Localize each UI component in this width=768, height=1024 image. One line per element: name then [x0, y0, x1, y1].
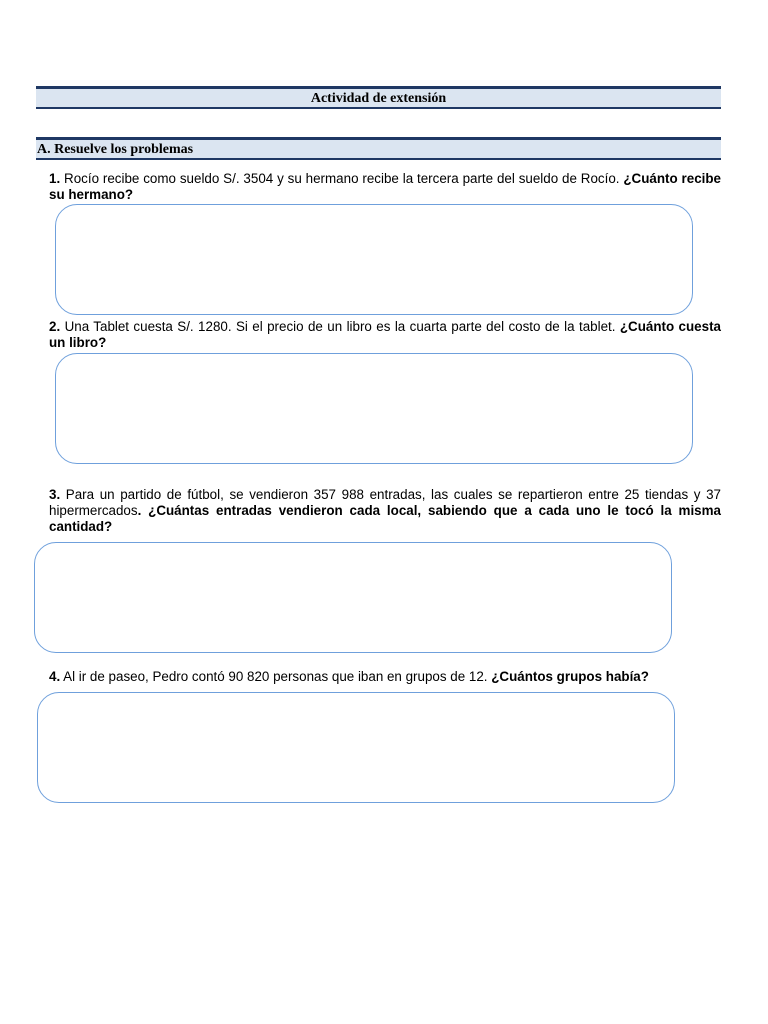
- problem-3: [49, 487, 721, 535]
- problem-2-number: 2.: [49, 319, 61, 334]
- activity-title: Actividad de extensión: [310, 91, 447, 106]
- problem-3-number: 3.: [49, 487, 61, 502]
- problem-2: [49, 319, 721, 351]
- answer-box-4[interactable]: [37, 692, 675, 803]
- problem-2-question: ¿Cuánto cuesta un libro?: [49, 319, 721, 350]
- problem-1-question: ¿Cuánto recibe su hermano?: [49, 171, 721, 202]
- answer-box-3[interactable]: [34, 542, 672, 653]
- problem-1: [49, 171, 721, 203]
- problem-1-number: 1.: [49, 171, 61, 186]
- problem-4: [49, 669, 721, 685]
- problem-3-text: Para un partido de fútbol, se vendieron 357 988 entradas, las cuales se repartieron entre 25 tiendas y 37 hipermercados: [49, 487, 721, 518]
- problem-2-text: Una Tablet cuesta S/. 1280. Si el precio de un libro es la cuarta parte del costo de la tablet.: [60, 319, 620, 334]
- problem-4-question: ¿Cuántos grupos había?: [491, 669, 649, 684]
- section-title: A. Resuelve los problemas: [37, 142, 194, 157]
- section-header-banner: [36, 137, 721, 160]
- answer-box-2[interactable]: [55, 353, 693, 464]
- problem-4-number: 4.: [49, 669, 61, 684]
- problem-4-text: Al ir de paseo, Pedro contó 90 820 personas que iban en grupos de 12.: [60, 669, 492, 684]
- answer-box-1[interactable]: [55, 204, 693, 315]
- problem-1-text: Rocío recibe como sueldo S/. 3504 y su hermano recibe la tercera parte del sueldo de Rocío.: [60, 171, 624, 186]
- problem-3-question: . ¿Cuántas entradas vendieron cada local, sabiendo que a cada uno le tocó la misma cantidad?: [49, 503, 721, 534]
- activity-title-banner: [36, 86, 721, 109]
